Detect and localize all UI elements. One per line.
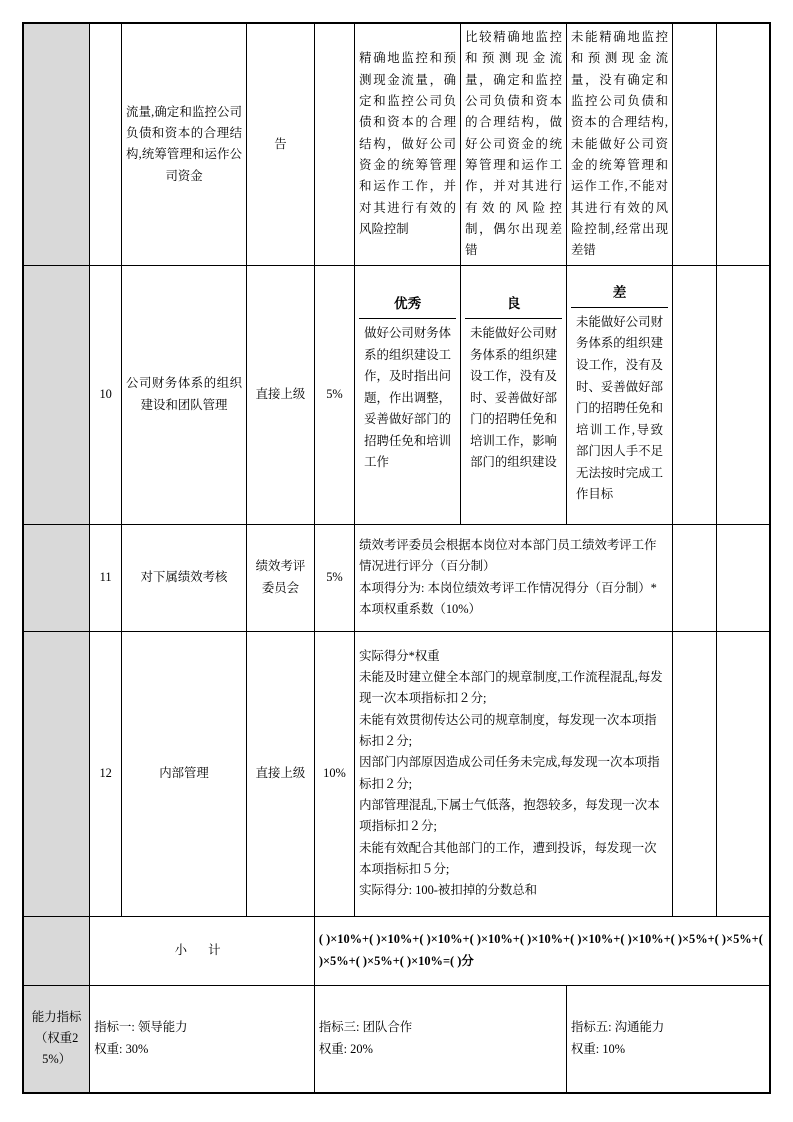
level-header-excellent: 优秀 [393, 296, 422, 312]
row-level-poor-1: 未能做好公司财务体系的组织建设工作，没有及时、妥善做好部门的招聘任免和培训工作,导致部门因人手不足无法按时完成工作目标 [576, 314, 663, 502]
capability-indicator-2 [314, 985, 566, 1093]
capability-indicator-weight: 权重: 20% [318, 1041, 373, 1056]
row-score-1[interactable] [672, 265, 717, 524]
row-remark-3[interactable] [717, 631, 770, 916]
capability-indicator-weight: 权重: 10% [571, 1041, 626, 1056]
evaluation-table [22, 22, 771, 1094]
row-evaluator-1: 直接上级 [247, 265, 315, 524]
row-weight-3: 10% [314, 631, 354, 916]
row-body-line: 实际得分*权重 [359, 648, 440, 663]
row-remark-0[interactable] [717, 23, 770, 265]
capability-label: 能力指标（权重25%） [23, 985, 90, 1093]
row-body-line: 未能有效配合其他部门的工作，遭到投诉，每发现一次本项指标扣５分; [359, 840, 657, 876]
row-level-good-1-cell [461, 265, 567, 524]
row-item-2: 对下属绩效考核 [122, 524, 247, 631]
table-row [23, 23, 770, 265]
capability-indicator-name: 指标五: 沟通能力 [571, 1020, 665, 1035]
row-item-1: 公司财务体系的组织建设和团队管理 [122, 265, 247, 524]
row-gray-spacer-1 [23, 265, 90, 524]
row-score-3[interactable] [672, 631, 717, 916]
row-remark-2[interactable] [717, 524, 770, 631]
row-remark-1[interactable] [717, 265, 770, 524]
subtotal-row [23, 916, 770, 985]
capability-indicator-1 [90, 985, 315, 1093]
row-evaluator-0: 告 [247, 23, 315, 265]
row-body-line: 未能及时建立健全本部门的规章制度,工作流程混乱,每发现一次本项指标扣２分; [359, 669, 663, 706]
row-index-2: 11 [90, 524, 122, 631]
row-gray-spacer-2 [23, 524, 90, 631]
row-body-line: 内部管理混乱,下属士气低落，抱怨较多，每发现一次本项指标扣２分; [359, 797, 660, 834]
evaluation-page [22, 22, 771, 1094]
row-level-good-1: 未能做好公司财务体系的组织建设工作，没有及时、妥善做好部门的招聘任免和培训工作，影响部门的组织建设 [470, 325, 558, 470]
row-body-2 [355, 524, 673, 631]
row-body-3 [355, 631, 673, 916]
row-body-line: 本项得分为: 本岗位绩效考评工作情况得分（百分制）*本项权重系数（10%） [359, 580, 657, 616]
row-index-1: 10 [90, 265, 122, 524]
level-header-good: 良 [506, 296, 521, 312]
row-evaluator-3: 直接上级 [247, 631, 315, 916]
row-weight-2: 5% [314, 524, 354, 631]
subtotal-formula[interactable]: ( )×10%+( )×10%+( )×10%+( )×10%+( )×10%+( )×10%+( )×10%+( )×5%+( )×5%+( )×5%+( )×5%+( )×10%=( )分 [314, 916, 770, 985]
row-item-3: 内部管理 [122, 631, 247, 916]
row-body-line: 实际得分: 100-被扣掉的分数总和 [359, 883, 538, 898]
row-body-line: 绩效考评委员会根据本岗位对本部门员工绩效考评工作情况进行评分（百分制） [359, 537, 657, 574]
capability-indicator-name: 指标一: 领导能力 [94, 1020, 188, 1035]
table-row [23, 524, 770, 631]
capability-indicator-name: 指标三: 团队合作 [318, 1020, 413, 1035]
row-gray-spacer-0 [23, 23, 90, 265]
row-weight-1: 5% [314, 265, 354, 524]
row-weight-0 [314, 23, 354, 265]
row-index-3: 12 [90, 631, 122, 916]
row-level-excellent-0: 精确地监控和预测现金流量，确定和监控公司负债和资本的合理结构，做好公司资金的统筹管理和运作工作，并对其进行有效的风险控制 [355, 23, 461, 265]
row-level-excellent-1: 做好公司财务体系的组织建设工作，及时指出问题，作出调整，妥善做好部门的招聘任免和培训工作 [364, 325, 452, 470]
table-row [23, 631, 770, 916]
row-level-excellent-1-cell [355, 265, 461, 524]
row-score-0[interactable] [672, 23, 717, 265]
row-level-poor-1-cell [567, 265, 673, 524]
row-gray-spacer-3 [23, 631, 90, 916]
row-item-0: 流量,确定和监控公司负债和资本的合理结构,统筹管理和运作公司资金 [122, 23, 247, 265]
row-index-0 [90, 23, 122, 265]
capability-row [23, 985, 770, 1093]
table-row [23, 265, 770, 524]
capability-indicator-3 [567, 985, 770, 1093]
row-level-poor-0: 未能精确地监控和预测现金流量，没有确定和监控公司负债和资本的合理结构,未能做好公司资金的统筹管理和运作工作,不能对其进行有效的风险控制,经常出现差错 [567, 23, 673, 265]
row-level-good-0: 比较精确地监控和预测现金流量，确定和监控公司负债和资本的合理结构，做好公司资金的统筹管理和运作工作，并对其进行有效的风险控制，偶尔出现差错 [461, 23, 567, 265]
row-score-2[interactable] [672, 524, 717, 631]
subtotal-gray-spacer [23, 916, 90, 985]
level-header-poor: 差 [612, 285, 627, 301]
subtotal-label: 小 计 [90, 916, 315, 985]
capability-indicator-weight: 权重: 30% [94, 1041, 149, 1056]
row-body-line: 因部门内部原因造成公司任务未完成,每发现一次本项指标扣２分; [359, 755, 660, 791]
row-body-line: 未能有效贯彻传达公司的规章制度，每发现一次本项指标扣２分; [359, 712, 657, 748]
row-evaluator-2: 绩效考评委员会 [247, 524, 315, 631]
